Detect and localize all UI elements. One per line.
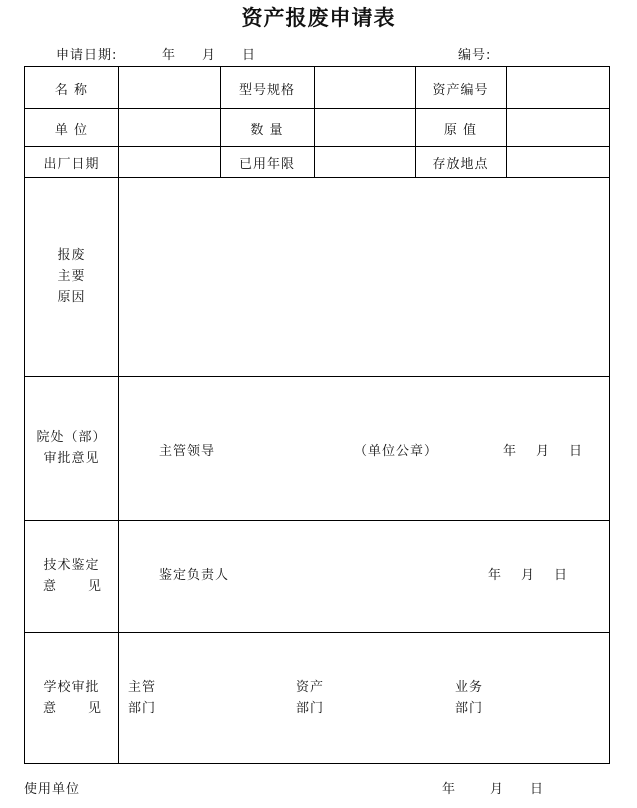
footer-day: 日 <box>530 782 545 797</box>
unit-seal-label: （单位公章） <box>354 444 439 459</box>
tech-month: 月 <box>521 568 536 583</box>
dept-leader-label: 主管领导 <box>159 444 216 459</box>
apply-date-label: 申请日期: <box>56 48 118 63</box>
row-divider <box>25 177 609 178</box>
years-used-label: 已用年限 <box>238 157 295 172</box>
row-divider <box>25 376 609 377</box>
location-label: 存放地点 <box>432 157 489 172</box>
dept-year: 年 <box>503 444 518 459</box>
column-divider <box>118 67 119 763</box>
tech-appraisal-label: 技术鉴定 意 见 <box>43 558 102 594</box>
row-divider <box>25 632 609 633</box>
appraisal-leader-label: 鉴定负责人 <box>159 568 230 583</box>
asset-dept-label: 资产 部门 <box>296 680 325 716</box>
dept-approval-label: 院处（部） 审批意见 <box>36 430 107 466</box>
reason-label: 报废 主要 原因 <box>57 248 86 305</box>
dept-day: 日 <box>569 444 584 459</box>
column-divider <box>314 67 315 177</box>
school-approval-label: 学校审批 意 见 <box>43 680 102 716</box>
page-title: 资产报废申请表 <box>241 6 396 30</box>
name-label: 名 称 <box>54 83 89 98</box>
tech-day: 日 <box>554 568 569 583</box>
footer-year: 年 <box>442 782 457 797</box>
original-value-label: 原 值 <box>443 123 478 138</box>
row-divider <box>25 146 609 147</box>
tech-year: 年 <box>488 568 503 583</box>
column-divider <box>506 67 507 177</box>
user-unit-label: 使用单位 <box>24 782 81 797</box>
model-label: 型号规格 <box>238 83 295 98</box>
apply-date-month: 月 <box>202 48 217 63</box>
asset-no-label: 资产编号 <box>432 83 489 98</box>
number-label: 编号: <box>458 48 492 63</box>
business-dept-label: 业务 部门 <box>455 680 484 716</box>
apply-date-day: 日 <box>242 48 257 63</box>
dept-month: 月 <box>536 444 551 459</box>
quantity-label: 数 量 <box>250 123 284 138</box>
unit-label: 单 位 <box>54 123 89 138</box>
footer-month: 月 <box>490 782 505 797</box>
row-divider <box>25 520 609 521</box>
factory-date-label: 出厂日期 <box>43 157 100 172</box>
supervisor-dept-label: 主管 部门 <box>128 680 157 716</box>
row-divider <box>25 108 609 109</box>
apply-date-year: 年 <box>162 48 177 63</box>
application-form <box>24 66 610 764</box>
